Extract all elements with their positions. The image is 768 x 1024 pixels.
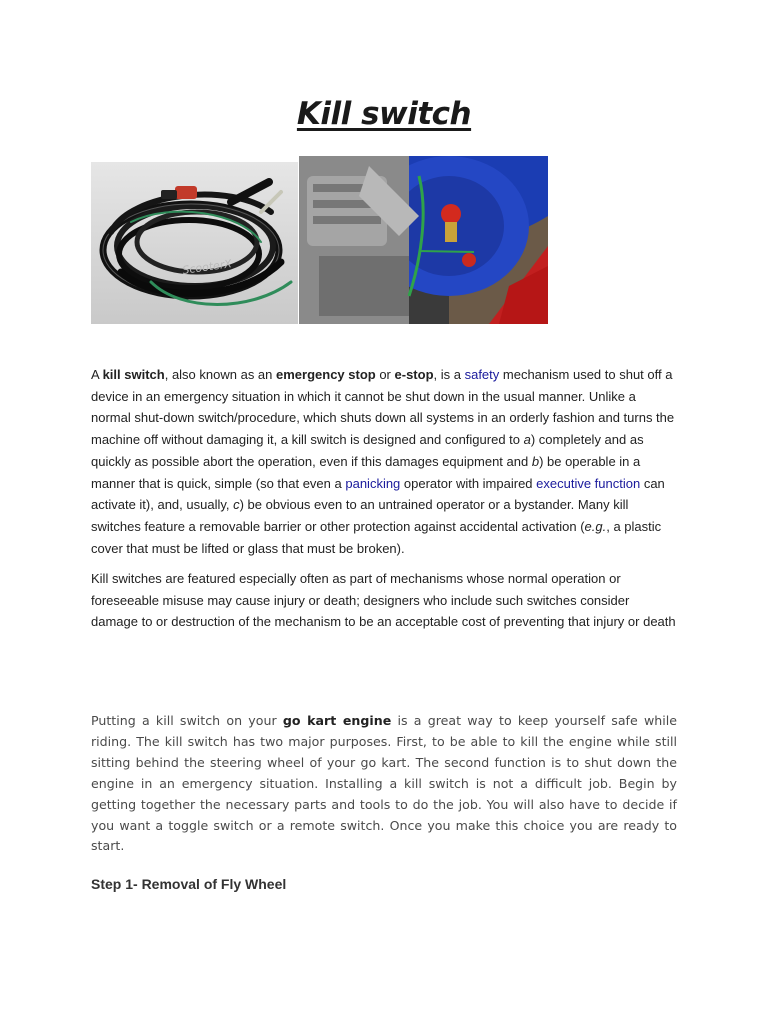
intro-paragraph: A kill switch, also known as an emergency stop or e-stop, is a safety mechanism used to shut off a device in an emergency situation in which it cannot be shut down in the usual manner. Unlike a normal shut-down switch/procedure, which shuts down all systems in an orderly fashion and turns the machine off without damaging it, a kill switch is designed and configured to a) completely and as quickly as possible abort the operation, even if this damages equipment and b) be operable in a manner that is quick, simple (so that even a panicking operator with impaired executive function can activate it), and, usually, c) be obvious even to an untrained operator or a bystander. Many kill switches feature a removable barrier or other protection against accidental activation (e.g., a plastic cover that must be lifted or glass that must be broken). bbox=[91, 367, 675, 556]
safety-link[interactable]: safety bbox=[464, 367, 500, 382]
step-heading: Step 1- Removal of Fly Wheel bbox=[91, 876, 287, 892]
usage-paragraph: Kill switches are featured especially often as part of mechanisms whose normal operation or foreseeable misuse may cause injury or death; designers who include such switches consider damage to or destruction of the mechanism to be an acceptable cost of preventing that injury or death bbox=[91, 571, 676, 630]
go-kart-paragraph: Putting a kill switch on your go kart engine is a great way to keep yourself safe while riding. The kill switch has two major purposes. First, to be able to kill the engine while still sitting behind the steering wheel of your go kart. The second function is to shut down the engine in an emergency situation. Installing a kill switch is not a difficult job. Begin by getting together the necessary parts and tools to do the job. You will also have to decide if you want a toggle switch or a remote switch. Once you make this choice you are ready to start. bbox=[91, 713, 677, 854]
engine-kill-switch-photo bbox=[299, 156, 548, 324]
executive-function-link[interactable]: executive function bbox=[536, 475, 641, 491]
page-title: Kill switch bbox=[296, 96, 472, 132]
cable-kill-switch-photo bbox=[91, 162, 298, 324]
panicking-link[interactable]: panicking bbox=[345, 475, 401, 491]
svg-text:ScooterX: ScooterX bbox=[181, 257, 233, 277]
